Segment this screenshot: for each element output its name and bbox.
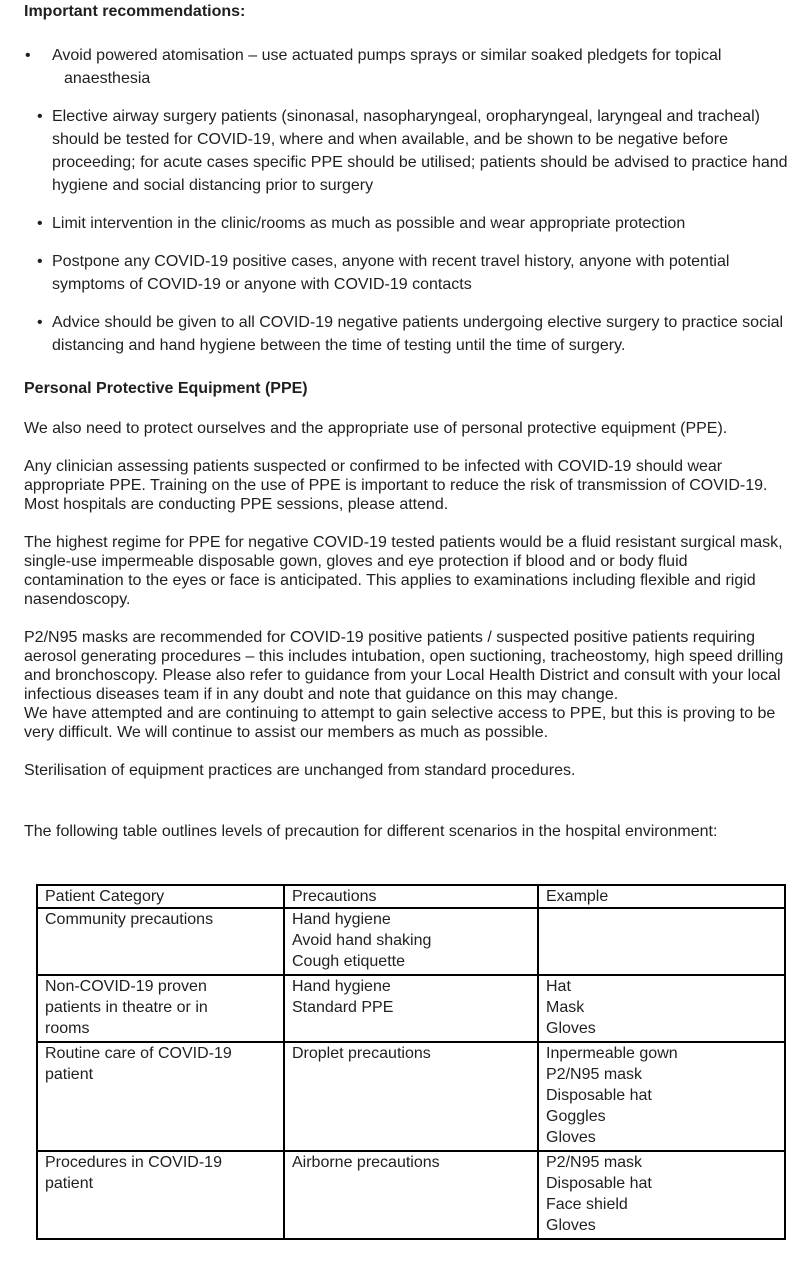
- cell-line: Face shield: [546, 1196, 628, 1213]
- cell-line: Mask: [546, 999, 585, 1016]
- cell-line: Airborne precautions: [292, 1154, 440, 1171]
- cell-precautions: [284, 1151, 538, 1239]
- paragraph-any-clinician: Any clinician assessing patients suspected or confirmed to be infected with COVID-19 should wear appropriate PPE. Training on the use of PPE is important to reduce the risk of transmission of COVID-19. Most hospitals are conducting PPE sessions, please attend.: [24, 458, 768, 513]
- paragraph-highest-regime: The highest regime for PPE for negative COVID-19 tested patients would be a fluid resistant surgical mask, single-use impermeable disposable gown, gloves and eye protection if blood and or body fluid contamination to the eyes or face is anticipated. This applies to examinations including flexible and rigid nasendoscopy.: [24, 534, 783, 608]
- paragraph-p2n95-masks: P2/N95 masks are recommended for COVID-19 positive patients / suspected positive patients requiring aerosol generating procedures – this includes intubation, open suctioning, tracheostomy, high speed drilling and bronchoscopy. Please also refer to guidance from your Local Health District and consult with your local infectious diseases team if in any doubt and note that guidance on this may change.: [24, 629, 784, 703]
- cell-line: Cough etiquette: [292, 953, 405, 970]
- cell-patient-category: [37, 1151, 284, 1239]
- cell-example: [538, 908, 785, 975]
- heading-ppe: Personal Protective Equipment (PPE): [24, 380, 308, 397]
- cell-line: Hat: [546, 978, 571, 995]
- cell-patient-category: [37, 908, 284, 975]
- cell-line: Non-COVID-19 proven: [45, 978, 207, 995]
- cell-line: patient: [45, 1175, 94, 1192]
- col-header-precautions: Precautions: [284, 885, 538, 908]
- table-header-row: [37, 885, 785, 908]
- recommendation-item: • Advice should be given to all COVID-19 negative patients undergoing elective surgery to practice social distancing and hand hygiene between the time of testing until the time of surgery.: [24, 311, 791, 357]
- cell-line: Hand hygiene: [292, 978, 391, 995]
- cell-line: P2/N95 mask: [546, 1154, 643, 1171]
- recommendation-item: • Avoid powered atomisation – use actuated pumps sprays or similar soaked pledgets for topical anaesthesia: [24, 44, 791, 90]
- cell-line: Routine care of COVID-19: [45, 1045, 232, 1062]
- cell-line: Goggles: [546, 1108, 606, 1125]
- cell-line: P2/N95 mask: [546, 1066, 643, 1083]
- heading-important-recommendations: Important recommendations:: [24, 3, 246, 20]
- cell-line: Standard PPE: [292, 999, 394, 1016]
- cell-line: Community precautions: [45, 911, 214, 928]
- col-header-patient-category: Patient Category: [37, 885, 284, 908]
- cell-line: Gloves: [546, 1129, 596, 1146]
- cell-line: patient: [45, 1066, 94, 1083]
- cell-line: patients in theatre or in: [45, 999, 208, 1016]
- cell-precautions: [284, 1042, 538, 1151]
- table-intro: The following table outlines levels of precaution for different scenarios in the hospital environment:: [24, 823, 718, 840]
- cell-example: [538, 1151, 785, 1239]
- cell-line: Disposable hat: [546, 1175, 652, 1192]
- table-row: [37, 1042, 785, 1151]
- cell-precautions: [284, 975, 538, 1042]
- paragraph-sterilisation: Sterilisation of equipment practices are unchanged from standard procedures.: [24, 762, 576, 779]
- cell-line: rooms: [45, 1020, 90, 1037]
- cell-patient-category: [37, 975, 284, 1042]
- recommendations-list: [24, 44, 791, 357]
- cell-line: Inpermeable gown: [546, 1045, 678, 1062]
- cell-example: [538, 975, 785, 1042]
- recommendation-item: • Limit intervention in the clinic/rooms as much as possible and wear appropriate protection: [24, 212, 791, 235]
- precautions-table: [36, 884, 786, 1240]
- cell-line: Gloves: [546, 1217, 596, 1234]
- cell-line: Avoid hand shaking: [292, 932, 432, 949]
- cell-line: Procedures in COVID-19: [45, 1154, 222, 1171]
- table-row: [37, 1151, 785, 1239]
- table-row: [37, 975, 785, 1042]
- cell-example: [538, 1042, 785, 1151]
- cell-line: Disposable hat: [546, 1087, 652, 1104]
- cell-precautions: [284, 908, 538, 975]
- cell-patient-category: [37, 1042, 284, 1151]
- cell-line: Gloves: [546, 1020, 596, 1037]
- paragraph-we-have-attempted: We have attempted and are continuing to attempt to gain selective access to PPE, but this is proving to be very difficult. We will continue to assist our members as much as possible.: [24, 705, 776, 741]
- paragraph-we-also-need: We also need to protect ourselves and the appropriate use of personal protective equipment (PPE).: [24, 420, 728, 437]
- recommendation-item: • Postpone any COVID-19 positive cases, anyone with recent travel history, anyone with potential symptoms of COVID-19 or anyone with COVID-19 contacts: [24, 250, 791, 296]
- col-header-example: Example: [538, 885, 785, 908]
- recommendation-item: • Elective airway surgery patients (sinonasal, nasopharyngeal, oropharyngeal, laryngeal and tracheal) should be tested for COVID-19, where and when available, and be shown to be negative before proceeding; for acute cases specific PPE should be utilised; patients should be advised to practice hand hygiene and social distancing prior to surgery: [24, 105, 791, 197]
- cell-line: Droplet precautions: [292, 1045, 431, 1062]
- cell-line: Hand hygiene: [292, 911, 391, 928]
- table-row: [37, 908, 785, 975]
